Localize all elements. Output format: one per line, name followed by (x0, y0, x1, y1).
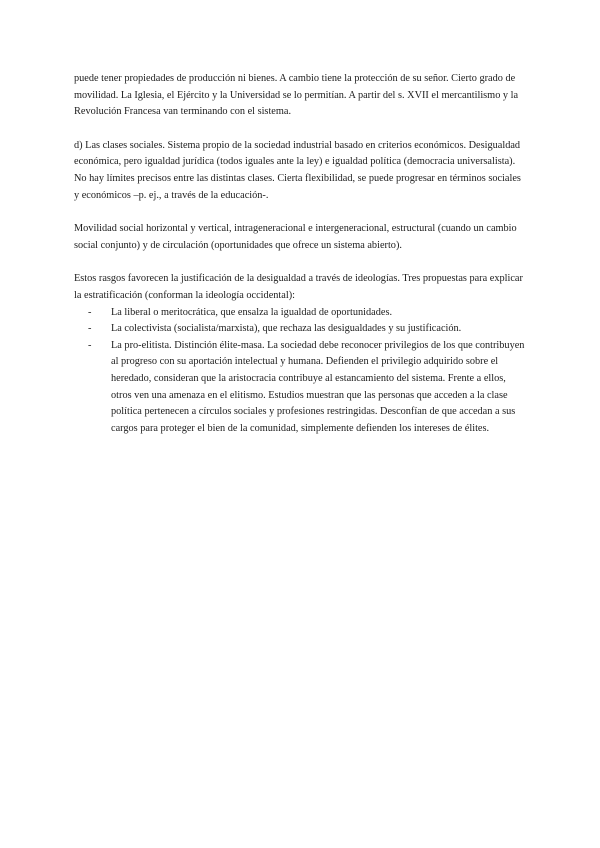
list-item (74, 305, 526, 322)
list-bullet: - (88, 323, 92, 335)
list-item-text: La colectivista (socialista/marxista), que rechaza las desigualdades y su justificación. (111, 323, 462, 335)
list-bullet: - (88, 339, 92, 351)
paragraph-spacer (74, 204, 526, 221)
ideology-list (74, 305, 526, 438)
paragraph-social-mobility: Movilidad social horizontal y vertical, intrageneracional e intergeneracional, estructural (cuando un cambio social conjunto) y de circulación (oportunidades que ofrece un sistema abierto). (74, 223, 517, 251)
list-item (74, 321, 526, 338)
paragraph-feudal-continuation: puede tener propiedades de producción ni bienes. A cambio tiene la protección de su señor. Cierto grado de movilidad. La Iglesia, el Ejército y la Universidad se lo permitían. A partir del s. XVII el mercantilismo y la Revolución Francesa van terminando con el sistema. (74, 73, 519, 118)
paragraph-spacer (74, 254, 526, 271)
list-bullet: - (88, 306, 92, 318)
list-item (74, 338, 526, 438)
paragraph-social-classes: d) Las clases sociales. Sistema propio de la sociedad industrial basado en criterios económicos. Desigualdad económica, pero igualdad jurídica (todos iguales ante la ley) e igualdad política (democracia universalista). No hay límites precisos entre las distintas clases. Cierta flexibilidad, se puede progresar en términos sociales y económicos –p. ej., a través de la educación-. (74, 139, 521, 201)
paragraph-spacer (74, 121, 526, 138)
list-item-text: La pro-elitista. Distinción élite-masa. La sociedad debe reconocer privilegios de los que contribuyen al progreso con su aportación intelectual y humana. Defienden el privilegio adquirido sobre el heredado, consideran que la aristocracia contribuye al estancamiento del sistema. Frente a ellos, otros ven una amenaza en el elitismo. Estudios muestran que las personas que acceden a la clase política pertenecen a círculos sociales y profesiones restringidas. Desconfían de que accedan a sus cargos para proteger el bien de la comunidad, simplemente defienden los intereses de élites. (111, 339, 525, 434)
list-item-text: La liberal o meritocrática, que ensalza la igualdad de oportunidades. (111, 306, 393, 318)
paragraph-ideologies-intro: Estos rasgos favorecen la justificación de la desigualdad a través de ideologías. Tres propuestas para explicar la estratificación (conforman la ideología occidental): (74, 273, 523, 301)
document-page (74, 71, 526, 437)
